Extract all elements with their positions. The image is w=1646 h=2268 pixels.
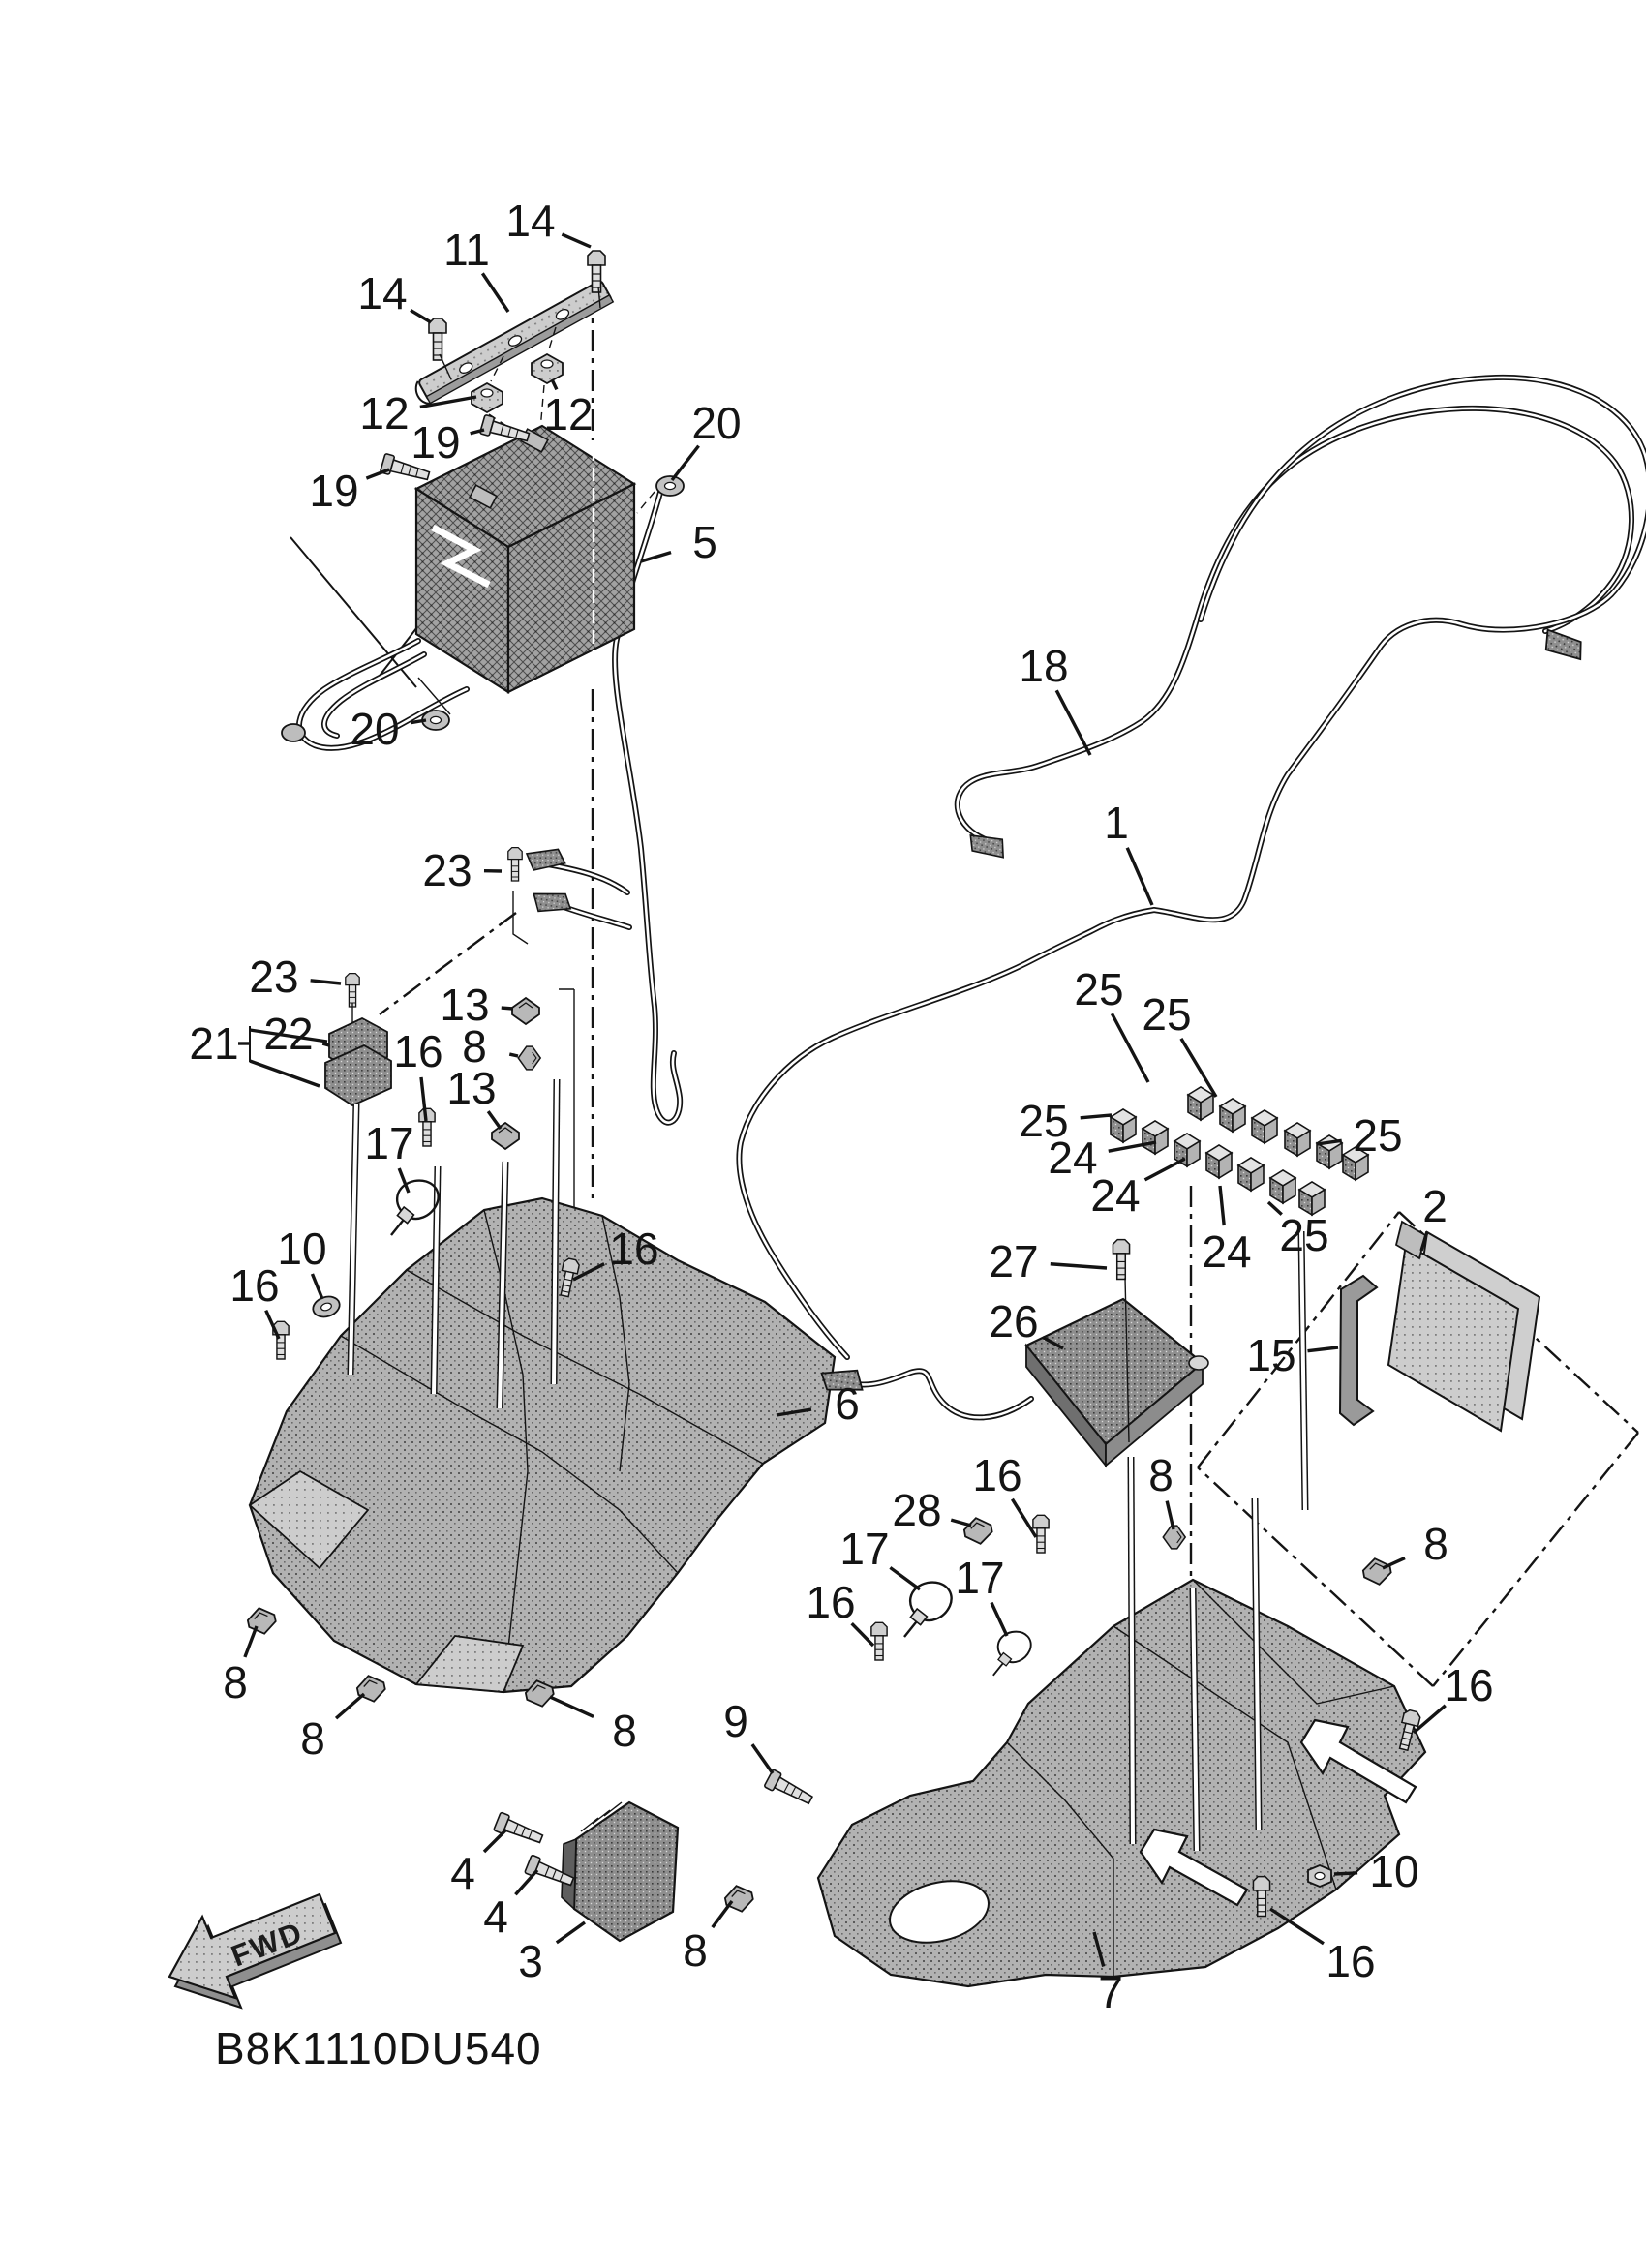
- nut-10-right: [1308, 1865, 1331, 1887]
- callout-16-44: 16: [1444, 1660, 1494, 1710]
- callout-14-0: 14: [505, 196, 556, 246]
- fuse-block-24-25: [1111, 1087, 1368, 1215]
- callout-3-51: 3: [518, 1936, 543, 1986]
- callout-10-21: 10: [277, 1224, 327, 1274]
- rectifier-3: [562, 1802, 678, 1941]
- wire-harness-1: [739, 378, 1646, 1357]
- right-tray-7: [818, 1580, 1425, 1986]
- callout-leader-20-7: [672, 446, 699, 480]
- callout-24-28: 24: [1090, 1170, 1141, 1221]
- callout-leader-11-1: [482, 273, 508, 312]
- callout-25-25: 25: [1142, 989, 1192, 1040]
- callout-leader-9-48: [752, 1744, 773, 1773]
- bolt-4-a: [494, 1812, 545, 1848]
- callout-leader-17-40: [890, 1567, 920, 1589]
- callout-10-53: 10: [1369, 1846, 1419, 1896]
- bolt-23-lower: [346, 974, 359, 1007]
- callout-18-9: 18: [1019, 641, 1069, 691]
- callout-leader-24-28: [1145, 1159, 1185, 1180]
- callout-5-8: 5: [692, 517, 717, 567]
- callout-8-52: 8: [683, 1925, 708, 1976]
- relay-21-22: [325, 1018, 391, 1105]
- callout-23-13: 23: [249, 952, 299, 1002]
- bolt-16-a: [419, 1108, 435, 1146]
- callout-19-5: 19: [411, 417, 461, 468]
- callout-21-15: 21: [189, 1018, 239, 1069]
- callout-13-18: 13: [446, 1063, 497, 1113]
- cable-tie-17-left: [391, 1181, 439, 1235]
- callout-leader-14-0: [562, 234, 591, 247]
- callout-leader-8-47: [550, 1697, 594, 1716]
- callout-25-26: 25: [1019, 1096, 1069, 1146]
- callout-8-38: 8: [1148, 1450, 1174, 1500]
- clip-13-lower: [492, 1123, 519, 1149]
- wire-harness-lead-18: [958, 408, 1631, 862]
- callout-8-43: 8: [1423, 1519, 1448, 1569]
- cable-tie-17-mid2: [993, 1632, 1031, 1676]
- callout-17-20: 17: [364, 1118, 414, 1168]
- callout-leader-10-21: [312, 1274, 322, 1299]
- clip-8-bc: [723, 1883, 755, 1914]
- callout-leader-17-42: [991, 1603, 1007, 1636]
- callout-leader-8-46: [336, 1694, 364, 1718]
- callout-2-32: 2: [1422, 1181, 1448, 1231]
- callout-26-34: 26: [989, 1296, 1039, 1346]
- callout-leader-4-49: [484, 1830, 506, 1852]
- callout-4-49: 4: [450, 1848, 475, 1898]
- callout-17-40: 17: [839, 1524, 890, 1574]
- strap-15: [1340, 1276, 1377, 1425]
- callout-leader-3-51: [557, 1922, 585, 1943]
- callout-14-2: 14: [357, 268, 408, 318]
- callout-7-55: 7: [1098, 1967, 1123, 2017]
- callout-6-36: 6: [835, 1378, 860, 1429]
- callout-leader-8-17: [509, 1054, 518, 1056]
- callout-leader-23-13: [311, 981, 341, 983]
- callout-leader-15-35: [1308, 1347, 1338, 1351]
- callout-19-6: 19: [309, 466, 359, 516]
- callout-8-47: 8: [612, 1706, 637, 1756]
- callout-8-46: 8: [300, 1713, 325, 1764]
- grommet-10-left: [311, 1293, 343, 1320]
- callout-28-39: 28: [892, 1485, 942, 1535]
- callout-20-10: 20: [350, 704, 400, 754]
- callout-16-41: 16: [806, 1577, 856, 1627]
- callout-12-3: 12: [359, 388, 410, 438]
- bolt-16-mid2: [871, 1622, 887, 1660]
- callout-20-7: 20: [691, 398, 742, 448]
- clip-8-bl1: [246, 1605, 278, 1636]
- callout-9-48: 9: [723, 1696, 748, 1746]
- part-code: B8K1110DU540: [215, 2023, 542, 2073]
- clip-8-right: [1361, 1557, 1392, 1587]
- callout-16-37: 16: [972, 1450, 1022, 1500]
- clamp-12-right: [532, 354, 563, 383]
- clip-8-upper: [518, 1046, 540, 1070]
- callout-25-30: 25: [1353, 1110, 1403, 1161]
- callout-leader-25-26: [1081, 1115, 1112, 1118]
- callout-15-35: 15: [1246, 1330, 1296, 1380]
- callout-17-42: 17: [955, 1553, 1005, 1603]
- callout-leader-22-14: [322, 1043, 329, 1045]
- callout-leader-28-39: [951, 1520, 971, 1526]
- bolt-27: [1113, 1240, 1129, 1280]
- callout-leader-13-18: [488, 1111, 501, 1129]
- fwd-arrow: [169, 1894, 341, 2008]
- bolt-14-left: [429, 318, 446, 360]
- callout-25-24: 25: [1074, 964, 1124, 1014]
- left-tray-6: [250, 1198, 835, 1692]
- callout-4-50: 4: [483, 1891, 508, 1942]
- ecu-2: [1388, 1222, 1539, 1431]
- callout-1-11: 1: [1104, 798, 1129, 848]
- callout-leader-16-37: [1012, 1499, 1036, 1537]
- fwd-label: FWD: [226, 1915, 309, 1974]
- callout-leader-1-11: [1127, 848, 1152, 905]
- bolt-9: [764, 1769, 815, 1809]
- callout-leader-5-8: [641, 553, 671, 561]
- callout-16-54: 16: [1326, 1936, 1376, 1986]
- cable-tie-17-mid: [904, 1583, 952, 1637]
- callout-16-23: 16: [609, 1224, 659, 1274]
- callout-leader-13-16: [502, 1008, 513, 1009]
- bolt-23-upper: [508, 848, 522, 881]
- callout-8-45: 8: [223, 1657, 248, 1708]
- callout-13-16: 13: [440, 980, 490, 1030]
- callout-leader-24-29: [1220, 1186, 1224, 1225]
- callout-8-17: 8: [462, 1021, 487, 1072]
- callout-leader-18-9: [1056, 690, 1090, 755]
- callout-12-4: 12: [543, 389, 594, 439]
- callout-16-19: 16: [393, 1026, 443, 1076]
- callout-22-14: 22: [263, 1009, 314, 1059]
- callout-16-22: 16: [229, 1260, 280, 1311]
- clip-28: [962, 1516, 993, 1546]
- callout-23-12: 23: [422, 845, 472, 895]
- callout-leader-14-2: [411, 310, 431, 322]
- grommet-20: [656, 476, 684, 496]
- callout-leader-8-38: [1167, 1501, 1174, 1529]
- callout-24-27: 24: [1048, 1133, 1098, 1183]
- callout-11-1: 11: [443, 225, 490, 275]
- callout-leader-8-45: [245, 1626, 257, 1657]
- callout-leader-27-33: [1051, 1264, 1107, 1268]
- callout-leader-10-53: [1334, 1873, 1357, 1874]
- callout-leader-8-52: [713, 1901, 732, 1927]
- callout-27-33: 27: [989, 1236, 1039, 1286]
- callout-25-31: 25: [1279, 1210, 1329, 1260]
- clip-13-upper: [512, 998, 539, 1024]
- callout-24-29: 24: [1202, 1226, 1252, 1277]
- callout-leader-12-4: [552, 379, 557, 389]
